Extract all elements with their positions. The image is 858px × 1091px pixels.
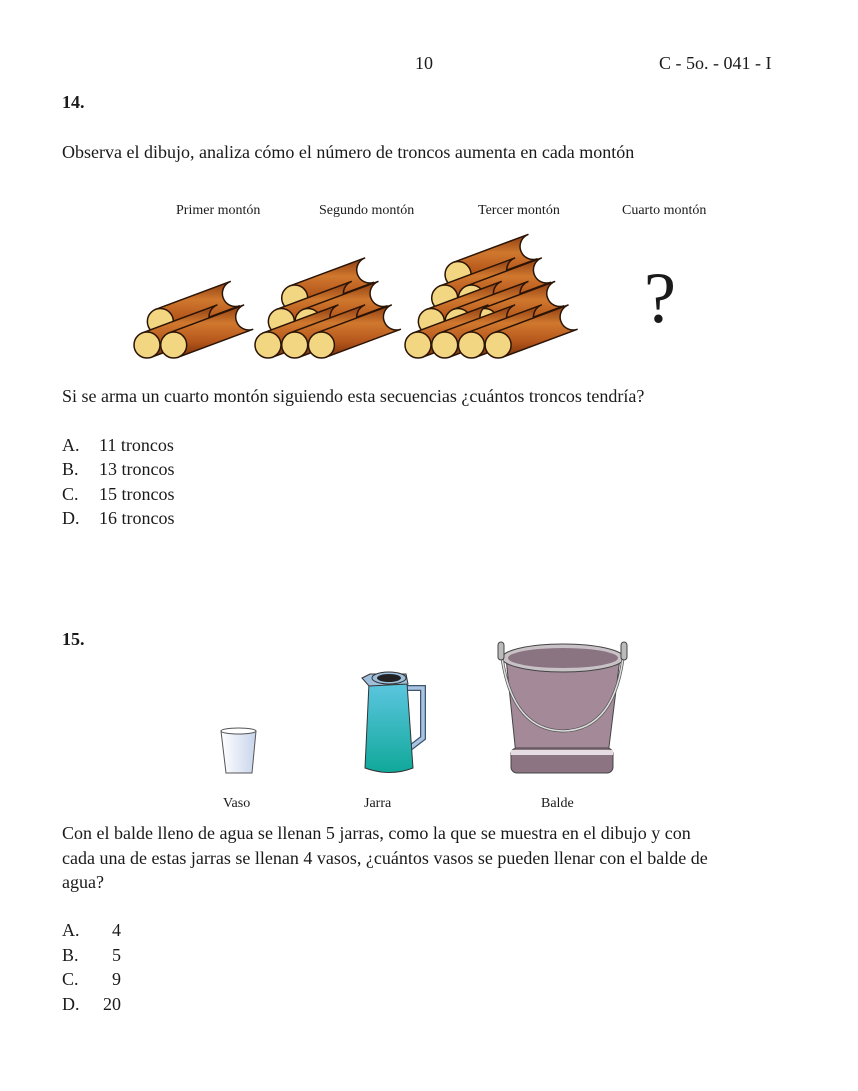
- option-text: 11 troncos: [99, 435, 174, 455]
- option-15-d[interactable]: [62, 994, 121, 1015]
- option-letter: B.: [62, 459, 79, 479]
- option-letter: D.: [62, 508, 80, 528]
- bucket-label: Balde: [541, 796, 574, 811]
- jug-icon: [362, 672, 423, 773]
- log-end: [255, 332, 281, 358]
- glass-label: Vaso: [223, 796, 251, 811]
- question-mark: ?: [644, 258, 676, 338]
- log-piles-illustration: [0, 0, 858, 400]
- glass-icon: [221, 728, 256, 773]
- pile-label-3: Tercer montón: [478, 203, 560, 218]
- option-15-b[interactable]: [62, 945, 121, 966]
- question-14-text: Si se arma un cuarto montón siguiendo esta secuencias ¿cuántos troncos tendría?: [62, 386, 645, 406]
- log-end: [282, 332, 308, 358]
- option-letter: A.: [62, 920, 80, 940]
- question-15-number: 15.: [62, 629, 85, 649]
- option-letter: A.: [62, 435, 80, 455]
- pile-label-1: Primer montón: [176, 203, 261, 218]
- option-text: 20: [103, 994, 121, 1014]
- option-14-d[interactable]: [62, 508, 175, 529]
- question-14-number: 14.: [62, 92, 85, 112]
- option-letter: C.: [62, 969, 79, 989]
- page-number: 10: [415, 53, 433, 73]
- option-14-b[interactable]: [62, 459, 175, 480]
- option-15-a[interactable]: [62, 920, 121, 941]
- option-text: 5: [112, 945, 121, 965]
- log-end: [432, 332, 458, 358]
- log-end: [161, 332, 187, 358]
- option-text: 13 troncos: [99, 459, 175, 479]
- log-end: [458, 332, 484, 358]
- log-end: [405, 332, 431, 358]
- option-text: 9: [112, 969, 121, 989]
- bucket-icon: [498, 642, 627, 773]
- option-letter: B.: [62, 945, 79, 965]
- question-14-prompt: Observa el dibujo, analiza cómo el número de troncos aumenta en cada montón: [62, 142, 635, 162]
- log-pile-2: [255, 258, 401, 358]
- option-letter: D.: [62, 994, 80, 1014]
- option-letter: C.: [62, 484, 79, 504]
- log-end: [308, 332, 334, 358]
- pile-label-2: Segundo montón: [319, 203, 415, 218]
- option-14-c[interactable]: [62, 484, 175, 505]
- option-text: 15 troncos: [99, 484, 175, 504]
- option-15-c[interactable]: [62, 969, 121, 990]
- question-15-line-2: cada una de estas jarras se llenan 4 vasos, ¿cuántos vasos se pueden llenar con el balde de: [62, 848, 708, 868]
- pile-label-4: Cuarto montón: [622, 203, 707, 218]
- log-end: [134, 332, 160, 358]
- question-15-line-1: Con el balde lleno de agua se llenan 5 jarras, como la que se muestra en el dibujo y con: [62, 823, 691, 843]
- jug-label: Jarra: [364, 796, 392, 811]
- option-text: 4: [112, 920, 121, 940]
- log-pile-1: [134, 281, 253, 358]
- log-pile-3: [405, 234, 578, 358]
- option-text: 16 troncos: [99, 508, 175, 528]
- option-14-a[interactable]: [62, 435, 174, 456]
- question-15-line-3: agua?: [62, 872, 104, 892]
- exam-code: C - 5o. - 041 - I: [659, 53, 772, 73]
- log-end: [485, 332, 511, 358]
